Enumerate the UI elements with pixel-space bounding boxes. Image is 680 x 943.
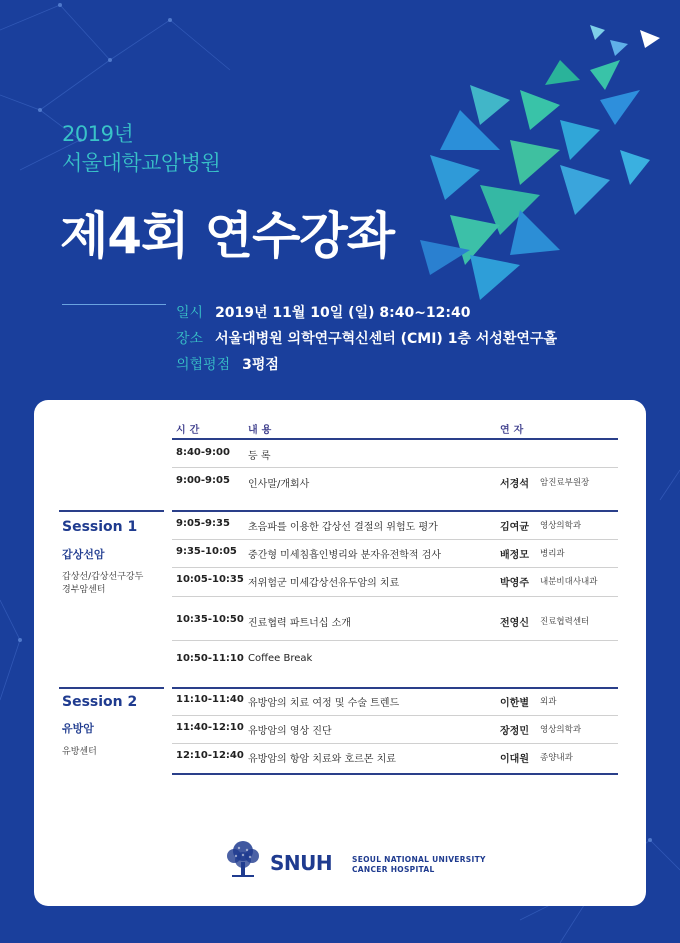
info-venue-value: 서울대병원 의학연구혁신센터 (CMI) 1층 서성환연구홀 (215, 331, 557, 347)
table-bottom-rule (172, 773, 618, 775)
session-1-title: Session 1 (62, 519, 138, 535)
info-date-label: 일시 (176, 305, 204, 321)
table-row (172, 571, 618, 591)
header-time: 시간 (176, 425, 204, 436)
logo-line1: SEOUL NATIONAL UNIVERSITY (352, 855, 486, 864)
info-venue (176, 328, 557, 348)
row-speaker: 이대원 (500, 754, 529, 765)
session-1-rule (59, 510, 164, 512)
row-topic: 인사말/개회사 (248, 479, 310, 490)
row-time: 9:05-9:35 (176, 518, 230, 529)
row-topic: 초음파를 이용한 갑상선 결절의 위험도 평가 (248, 522, 438, 533)
schedule-card (34, 400, 646, 906)
table-row (172, 747, 618, 767)
info-credit (176, 354, 279, 374)
row-dept: 내분비대사내과 (540, 577, 598, 587)
row-topic: 등 록 (248, 451, 271, 462)
row-topic: Coffee Break (248, 653, 313, 664)
session-2-subtitle: 유방암 (62, 722, 94, 735)
row-divider (172, 640, 618, 641)
row-topic: 유방암의 영상 진단 (248, 726, 332, 737)
row-time: 10:35-10:50 (176, 614, 244, 625)
tree-logo-icon (222, 838, 264, 880)
row-topic: 유방암의 항암 치료와 호르몬 치료 (248, 754, 396, 765)
row-time: 11:10-11:40 (176, 694, 244, 705)
session-2-rule (59, 687, 164, 689)
row-time: 10:05-10:35 (176, 574, 244, 585)
table-row (172, 543, 618, 563)
session-2-dept-line1: 유방센터 (62, 747, 97, 757)
row-time: 8:40-9:00 (176, 447, 230, 458)
table-row (172, 650, 618, 670)
row-dept: 병리과 (540, 549, 565, 559)
row-speaker: 배정모 (500, 550, 529, 561)
row-time: 12:10-12:40 (176, 750, 244, 761)
row-divider (172, 539, 618, 540)
row-divider (172, 743, 618, 744)
row-divider (172, 567, 618, 568)
row-topic: 유방암의 치료 여정 및 수술 트렌드 (248, 698, 400, 709)
session-1-dept-line2: 경부암센터 (62, 585, 106, 595)
row-speaker: 이한별 (500, 698, 529, 709)
row-speaker: 서경석 (500, 479, 529, 490)
row-dept: 외과 (540, 697, 557, 707)
page-title: 제4회 연수강좌 (60, 207, 394, 265)
table-row (172, 719, 618, 739)
row-time: 11:40-12:10 (176, 722, 244, 733)
header-rule (172, 438, 618, 440)
header-speaker: 연자 (500, 425, 528, 436)
row-speaker: 장정민 (500, 726, 529, 737)
row-divider (172, 596, 618, 597)
table-row (172, 611, 618, 631)
info-venue-label: 장소 (176, 331, 204, 347)
session-1-dept-line1: 갑상선/갑상선구강두 (62, 572, 144, 582)
row-dept: 종양내과 (540, 753, 573, 763)
row-dept: 암진료부원장 (540, 478, 590, 488)
row-dept: 영상의학과 (540, 725, 582, 735)
logo-line2: CANCER HOSPITAL (352, 865, 435, 874)
row-time: 9:35-10:05 (176, 546, 237, 557)
table-row (172, 472, 618, 492)
row-divider (172, 715, 618, 716)
row-divider (172, 467, 618, 468)
row-dept: 진료협력센터 (540, 617, 590, 627)
row-topic: 진료협력 파트너십 소개 (248, 618, 351, 629)
logo-text (352, 855, 486, 875)
header-content: 내용 (248, 425, 276, 436)
logo-wordmark: SNUH (270, 851, 333, 875)
session-1-table-rule (172, 510, 618, 512)
row-dept: 영상의학과 (540, 521, 582, 531)
table-row (172, 444, 618, 464)
row-topic: 저위험군 미세갑상선유두암의 치료 (248, 578, 400, 589)
row-speaker: 김여균 (500, 522, 529, 533)
info-credit-label: 의협평점 (176, 357, 231, 373)
row-speaker: 전영신 (500, 618, 529, 629)
hospital-name: 서울대학교암병원 (62, 151, 221, 175)
table-row (172, 691, 618, 711)
info-credit-value: 3평점 (242, 357, 279, 373)
row-time: 10:50-11:10 (176, 653, 244, 664)
row-speaker: 박영주 (500, 578, 529, 589)
session-2-table-rule (172, 687, 618, 689)
session-1-subtitle: 갑상선암 (62, 548, 105, 561)
info-date-value: 2019년 11월 10일 (일) 8:40~12:40 (215, 305, 471, 321)
info-date (176, 302, 471, 322)
row-time: 9:00-9:05 (176, 475, 230, 486)
event-year: 2019년 (62, 122, 134, 146)
info-divider (62, 304, 166, 305)
row-topic: 중간형 미세침흡인병리와 분자유전학적 검사 (248, 550, 442, 561)
table-row (172, 515, 618, 535)
session-2-title: Session 2 (62, 694, 138, 710)
